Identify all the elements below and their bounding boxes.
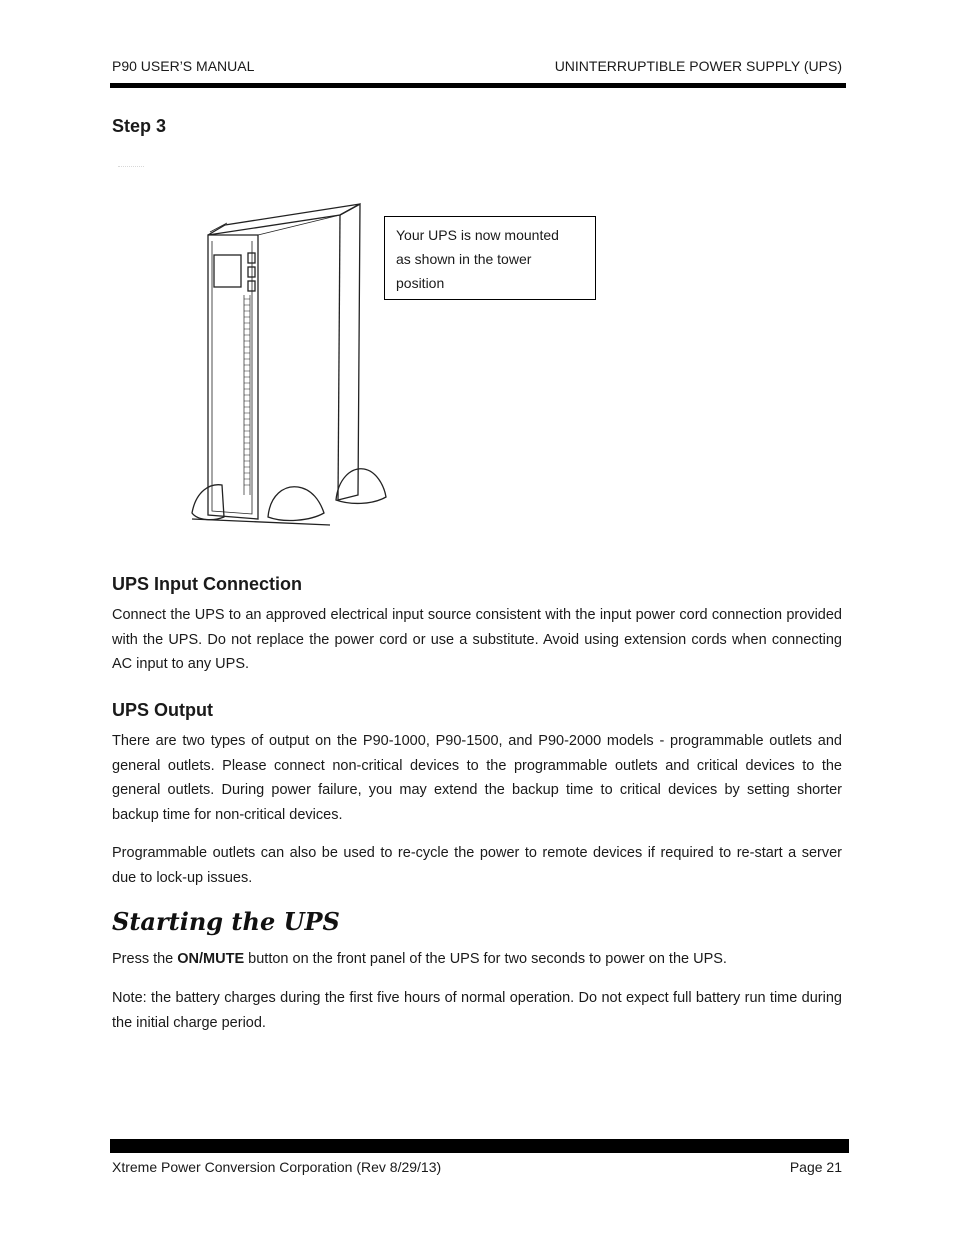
- press-after: button on the front panel of the UPS for two seconds to power on the UPS.: [244, 951, 727, 967]
- output-heading: UPS Output: [112, 700, 213, 720]
- mounting-callout: [384, 216, 596, 300]
- header-manual-title: P90 USER’S MANUAL: [112, 58, 255, 74]
- scan-mark: [118, 158, 144, 167]
- callout-line-2: as shown in the tower: [396, 251, 532, 267]
- ups-tower-illustration: [180, 195, 400, 535]
- output-text-1: There are two types of output on the P90-1000, P90-1500, and P90-2000 models - programmable outlets and general outlets. Please connect non-critical devices to the programmable outlets and critical devices to the general outlets. During power failure, you may extend the backup time to critical devices by setting shorter backup time for non-critical devices.: [112, 733, 842, 823]
- page-number: Page 21: [789, 1159, 842, 1175]
- callout-line-1: Your UPS is now mounted: [396, 227, 559, 243]
- footer-company: Xtreme Power Conversion Corporation (Rev 8/29/13): [112, 1159, 442, 1175]
- starting-instruction: [112, 947, 842, 972]
- battery-note: Note: the battery charges during the first five hours of normal operation. Do not expect full battery run time during the initial charge period.: [112, 990, 842, 1031]
- output-text-2: Programmable outlets can also be used to re-cycle the power to remote devices if required to re-start a server due to lock-up issues.: [112, 845, 842, 886]
- input-connection-text: Connect the UPS to an approved electrical input source consistent with the input power cord connection provided with the UPS. Do not replace the power cord or use a substitute. Avoid using extension cords when connecting AC input to any UPS.: [112, 607, 842, 672]
- step-heading: Step 3: [112, 116, 167, 136]
- starting-heading: Starting the UPS: [112, 907, 340, 936]
- callout-line-3: position: [396, 275, 445, 291]
- press-before: Press the: [112, 951, 178, 967]
- footer-rule: [110, 1139, 849, 1153]
- input-connection-heading: UPS Input Connection: [112, 574, 302, 594]
- header-section-title: UNINTERRUPTIBLE POWER SUPPLY (UPS): [554, 58, 842, 74]
- on-mute-label: ON/MUTE: [177, 951, 245, 967]
- header-rule: [110, 83, 846, 88]
